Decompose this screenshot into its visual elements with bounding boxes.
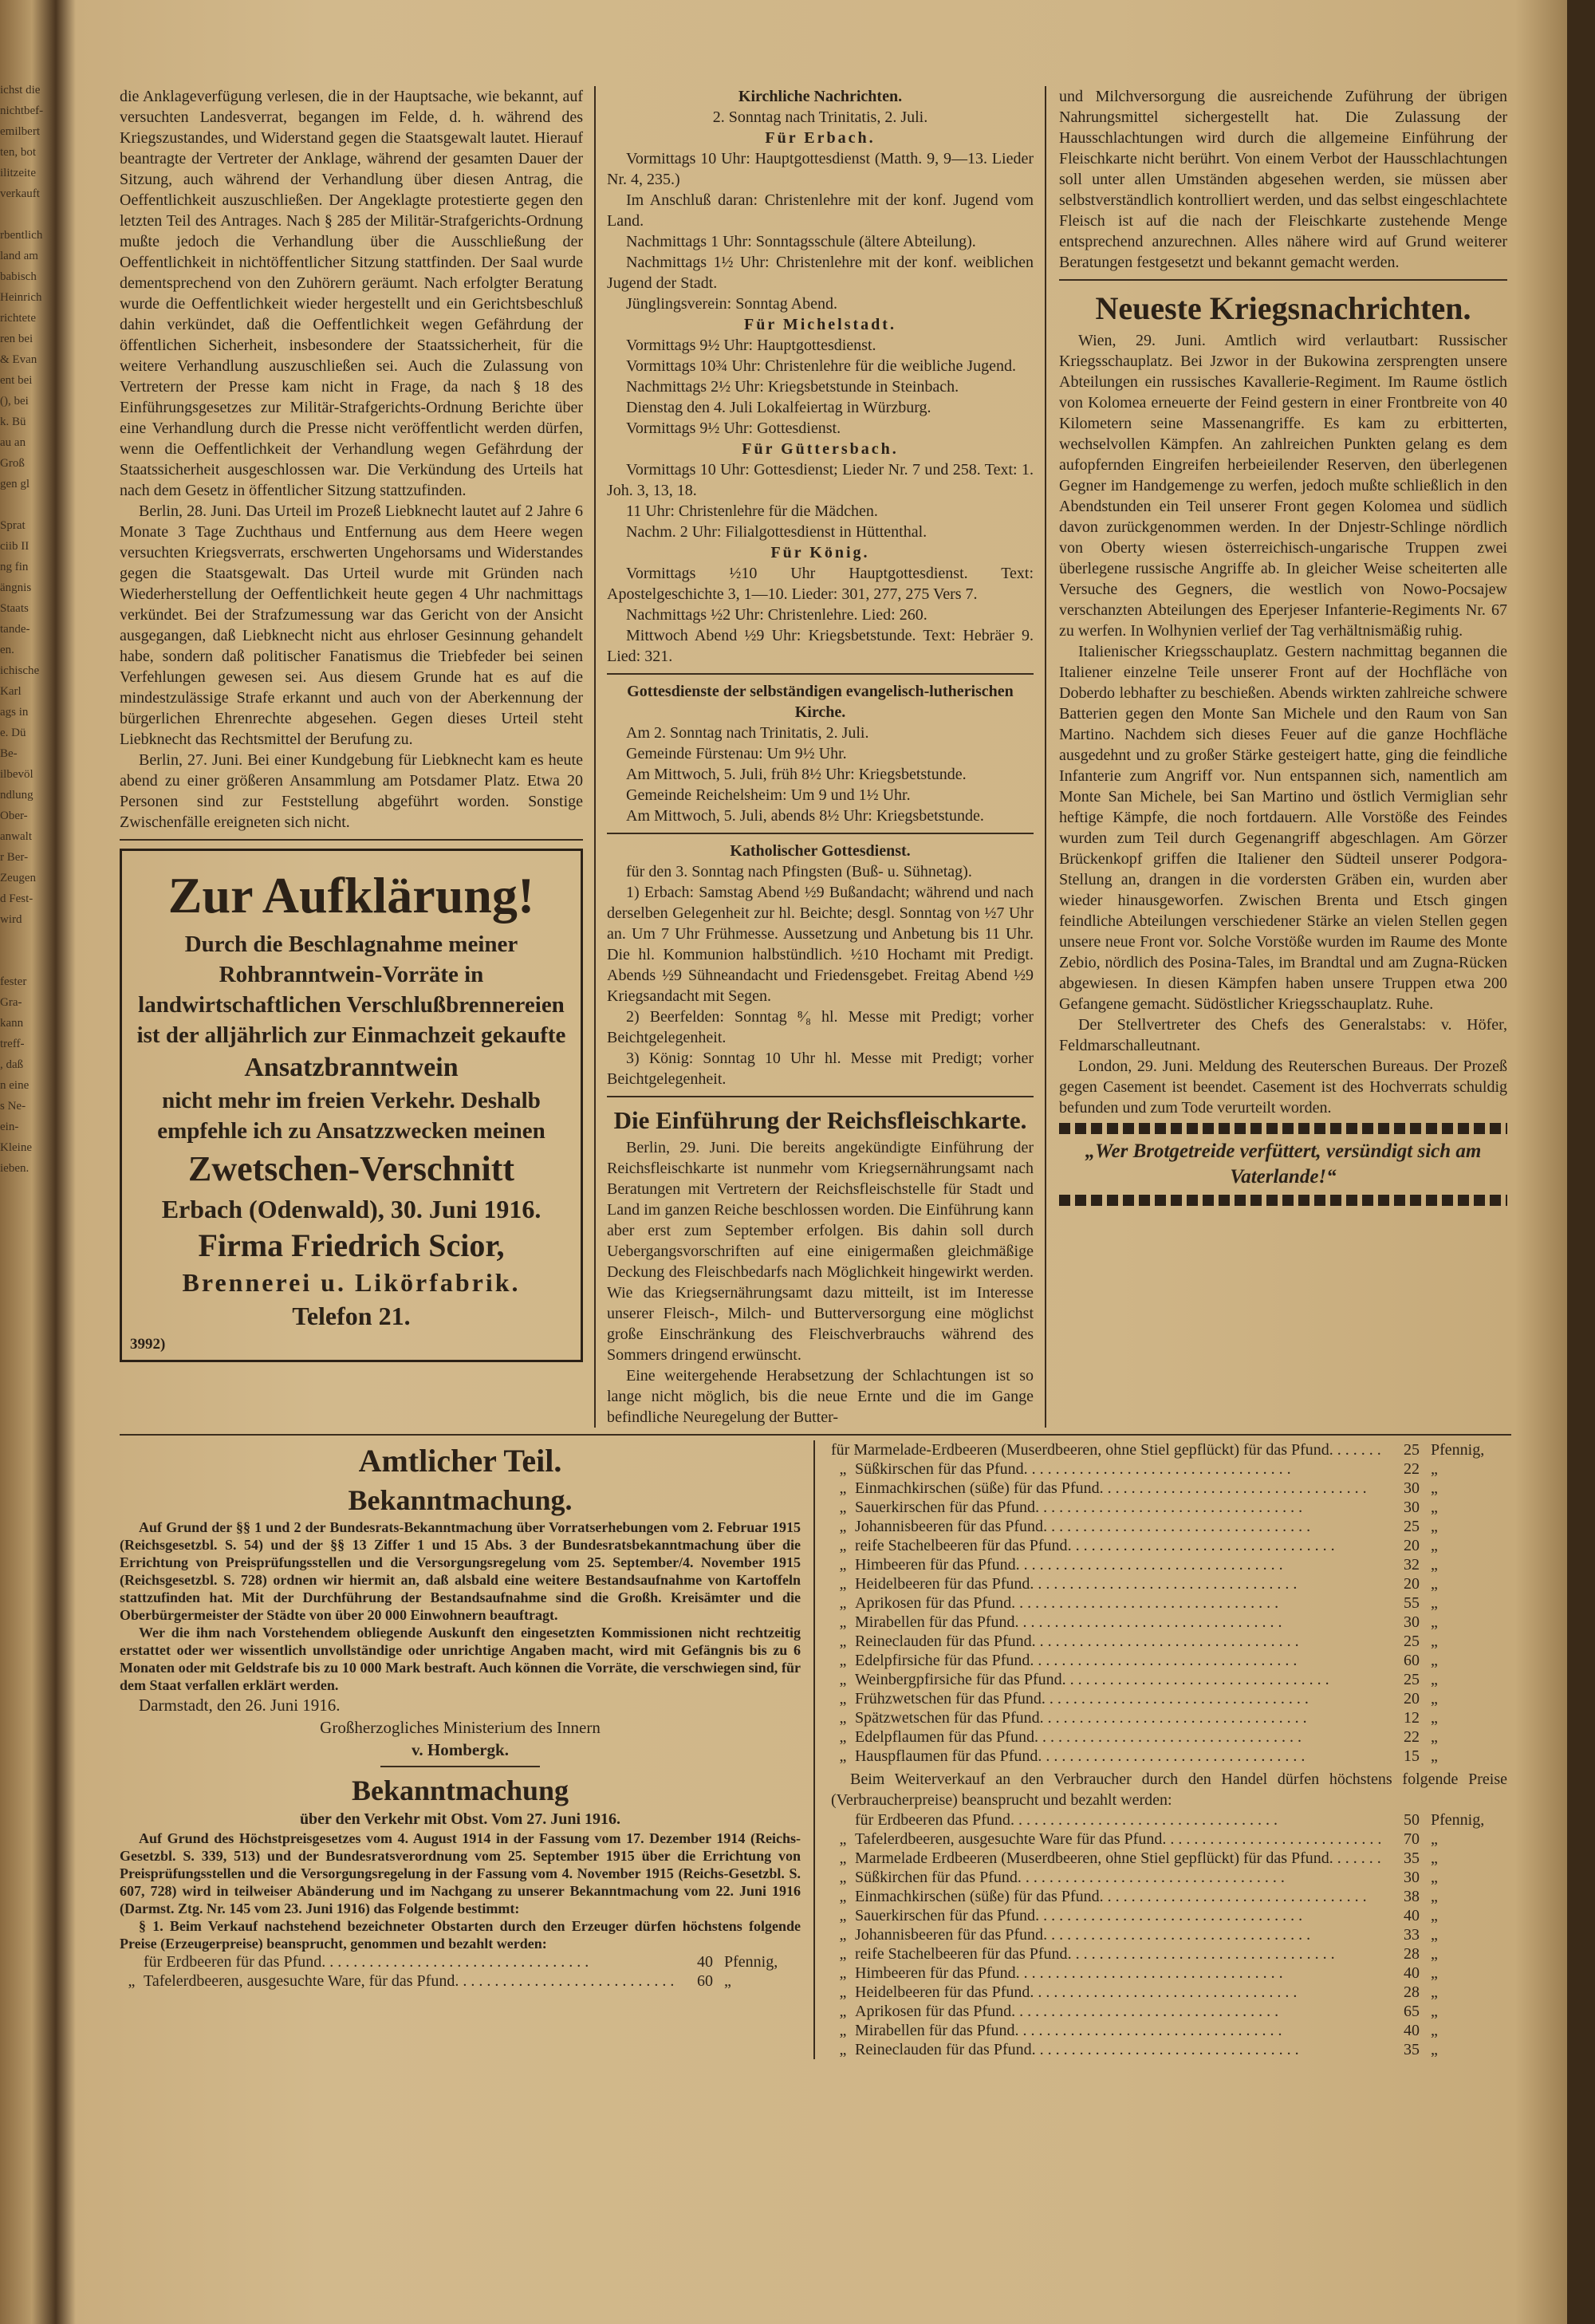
fragment-line: en. <box>0 644 14 656</box>
subhead: Für Erbach. <box>765 129 876 147</box>
paragraph: Nachmittags 1 Uhr: Sonntagsschule (ältere Abteilung). <box>626 233 976 250</box>
price-row: „ Hauspflaumen für das Pfund . . . 15 „ <box>831 1747 1507 1766</box>
fragment-line: fester <box>0 975 27 988</box>
ditto-mark: „ <box>839 1690 847 1708</box>
ditto-mark: „ <box>839 1830 847 1848</box>
paragraph: 1) Erbach: Samstag Abend ½9 Bußandacht; während und nach derselben Gelegenheit zur hl. Beichte; desgl. Sonntag von ½7 Uhr an. Um 7 Uhr Frühmesse. Aussetzung und Anbetung bis 11 Uhr. Die hl. Kommunion halbstündlich. ½10 Hochamt mit Predigt. Abends ½9 Sühneandacht und Friedensgebet. Freitag Abend ½9 Kriegsandacht mit Segen. <box>607 884 1034 1005</box>
paragraph: Der Stellvertreter des Chefs des Generalstabs: v. Höfer, Feldmarschalleutnant. <box>1059 1016 1507 1054</box>
price-row: „ Süßkirschen für das Pfund . . . 22 „ <box>831 1459 1507 1479</box>
ad-headline: Zur Aufklärung! <box>167 867 535 924</box>
price-row: „ Aprikosen für das Pfund . . . 65 „ <box>831 2002 1507 2021</box>
fragment-line: s Ne- <box>0 1100 26 1113</box>
ditto-mark: „ <box>839 1479 847 1497</box>
price-row: „ Heidelbeeren für das Pfund . . . 20 „ <box>831 1574 1507 1593</box>
fragment-line <box>0 951 56 971</box>
price-row: „ Marmelade Erdbeeren (Muserdbeeren, ohne Stiel gepflückt) für das Pfund . . . 35 „ <box>831 1849 1507 1868</box>
fragment-line: ichst die <box>0 84 41 97</box>
lower-section <box>120 1434 1511 2059</box>
ditto-mark: „ <box>839 1460 847 1478</box>
paragraph: London, 29. Juni. Meldung des Reuterschen Bureaus. Der Prozeß gegen Casement ist beendet. Casement ist des Hochverrats schuldig befunden und zum Tode verurteilt worden. <box>1059 1058 1507 1117</box>
ad-text: Durch die Beschlagnahme meiner Rohbranntwein-Vorräte in landwirtschaftlichen Verschlußbrennereien ist der alljährlich zur Einmachzeit gekaufte <box>136 932 566 1048</box>
fragment-line: Gra- <box>0 996 22 1009</box>
paragraph: Nachmittags 2½ Uhr: Kriegsbetstunde in Steinbach. <box>626 378 959 396</box>
notice-title: Bekanntmachung <box>351 1775 569 1806</box>
paragraph: Mittwoch Abend ½9 Uhr: Kriegsbetstunde. Text: Hebräer 9. Lied: 321. <box>607 627 1034 665</box>
fragment-line: ilbevöl <box>0 768 33 781</box>
previous-page-fragment <box>0 80 56 1179</box>
fragment-line: ng fin <box>0 561 29 573</box>
price-row: „ Spätzwetschen für das Pfund . . . 12 „ <box>831 1708 1507 1727</box>
price-row: „ Johannisbeeren für das Pfund . . . 25 „ <box>831 1517 1507 1536</box>
fragment-line: richtete <box>0 312 36 325</box>
subhead: Für König. <box>770 544 870 561</box>
fragment-line: au an <box>0 436 26 449</box>
paragraph: Auf Grund des Höchstpreisgesetzes vom 4. August 1914 in der Fassung vom 17. Dezember 1914 (Reichs-Gesetzbl. S. 339, 513) und der Bundesratsverordnung vom 25. September 1915 über die Errichtung von Preisprüfungsstellen und die Versorgungsregelung in der Fassung vom 4. November 1915 (Reichs-Gesetzbl. S. 607, 728) wird in teilweiser Abänderung und im Nachgang zu unserer Bekanntmachung vom 22. Juni 1916 (Darmst. Ztg. Nr. 145 vom 23. Juni 1916) das Folgende bestimmt: <box>120 1830 801 1916</box>
price-row: „ Süßkirchen für das Pfund . . . 30 „ <box>831 1868 1507 1887</box>
subtitle: 2. Sonntag nach Trinitatis, 2. Juli. <box>712 108 928 126</box>
paragraph: für den 3. Sonntag nach Pfingsten (Buß- u. Sühnetag). <box>626 863 972 880</box>
ad-ref: 3992) <box>130 1336 166 1353</box>
fragment-line: ein- <box>0 1121 19 1133</box>
ad-firm: Firma Friedrich Scior, <box>198 1227 505 1263</box>
price-row: „ Himbeeren für das Pfund . . . 32 „ <box>831 1555 1507 1574</box>
fragment-line: ags in <box>0 706 29 719</box>
ad-text: Ansatzbranntwein <box>244 1053 459 1082</box>
price-row: „ Einmachkirschen (süße) für das Pfund . . . 30 „ <box>831 1479 1507 1498</box>
paragraph: Nachmittags 1½ Uhr: Christenlehre mit der konf. weiblichen Jugend der Stadt. <box>607 254 1034 292</box>
fragment-line: ent bei <box>0 374 33 387</box>
price-row: für Erdbeeren für das Pfund . . . 40 Pfennig, <box>120 1952 801 1971</box>
price-row: „ Mirabellen für das Pfund . . . 30 „ <box>831 1613 1507 1632</box>
paragraph: 2) Beerfelden: Sonntag ⁸⁄₈ hl. Messe mit Predigt; vorher Beichtgelegenheit. <box>607 1008 1034 1046</box>
article-title: Die Einführung der Reichsfleischkarte. <box>613 1106 1027 1134</box>
price-row: „ Sauerkirschen für das Pfund . . . 40 „ <box>831 1906 1507 1925</box>
price-row: „ Sauerkirschen für das Pfund . . . 30 „ <box>831 1498 1507 1517</box>
ditto-mark: „ <box>839 1613 847 1631</box>
fragment-line: ren bei <box>0 333 33 345</box>
official-section <box>120 1440 813 1991</box>
fragment-line: tande- <box>0 623 30 636</box>
price-row: „ Reineclauden für das Pfund . . . 35 „ <box>831 2040 1507 2059</box>
paragraph: 11 Uhr: Christenlehre für die Mädchen. <box>626 502 878 520</box>
ditto-mark: „ <box>839 1907 847 1924</box>
price-row: „ Mirabellen für das Pfund . . . 40 „ <box>831 2021 1507 2040</box>
fragment-line: babisch <box>0 270 37 283</box>
price-row: „ Tafelerdbeeren, ausgesuchte Ware für das Pfund . . . 70 „ <box>831 1830 1507 1849</box>
paragraph: Nachmittags ½2 Uhr: Christenlehre. Lied: 260. <box>626 606 927 624</box>
paragraph: Vormittags ½10 Uhr Hauptgottesdienst. Text: Apostelgeschichte 3, 1—10. Lieder: 301, 277, 275 Vers 7. <box>607 565 1034 603</box>
fragment-line: Sprat <box>0 519 26 532</box>
fragment-line: r Ber- <box>0 851 29 864</box>
notice-title: Bekanntmachung. <box>348 1484 573 1516</box>
fragment-line: Ober- <box>0 809 28 822</box>
paragraph: Am Mittwoch, 5. Juli, früh 8½ Uhr: Kriegsbetstunde. <box>626 766 967 783</box>
fragment-line: anwalt <box>0 830 32 843</box>
fragment-line: ndlung <box>0 789 33 802</box>
article-title: Neueste Kriegsnachrichten. <box>1095 290 1471 326</box>
fragment-line: & Evan <box>0 353 37 366</box>
column-3 <box>1045 86 1507 1428</box>
fragment-line: kann <box>0 1017 24 1030</box>
subhead: Für Güttersbach. <box>742 440 899 458</box>
ditto-mark: „ <box>839 1849 847 1867</box>
price-row: „ reife Stachelbeeren für das Pfund . . . 20 „ <box>831 1536 1507 1555</box>
fragment-line <box>0 930 56 951</box>
ditto-mark: „ <box>839 1709 847 1727</box>
paragraph: Italienischer Kriegsschauplatz. Gestern nachmittag begannen die Italiener einzelne Teile unserer Front auf der Hochfläche von Doberdo lebhafter zu beschießen. Abends wirkten zahlreiche schwere Batterien gegen den Monte San Michele und den Raum von San Martino. Nachdem sich dieses Feuer auf die ganze Hochfläche ausgedehnt und zu großer Stärke gesteigert hatte, ging die feindliche Infanterie zum Angriff vor. Nun entspannen sich, namentlich am Monte San Michele, bei San Martino und östlich Vermiglian sehr heftige Kämpfe, die noch fortdauern. Alle Vorstöße des Feindes wurden zum Teil durch Gegenangriff abgeschlagen. Am Görzer Brückenkopf griffen die Italiener den Südteil unserer Podgora-Stellung an, drangen in die vordersten Gräben ein, wurden aber wieder hinausgeworfen. Zwischen Brenta und Etsch gingen feindliche Abteilungen verschiedener Stärke an vielen Stellen gegen unsere neue Front vor. Solche Vorstöße wurden im Raume des Monte Zebio, nördlich des Posina-Tales, im Brandtal und am Zugna-Rücken abgewiesen. In diesen Kämpfen haben unsere Truppen etwa 200 Gefangene gemacht. Südöstlicher Kriegsschauplatz. Ruhe. <box>1059 643 1507 1013</box>
paragraph: Vormittags 10¾ Uhr: Christenlehre für die weibliche Jugend. <box>626 357 1016 375</box>
paragraph: Nachm. 2 Uhr: Filialgottesdienst in Hüttenthal. <box>626 523 927 541</box>
fragment-line: ilitzeite <box>0 167 36 179</box>
fragment-line: Groß <box>0 457 25 470</box>
fragment-line: rbentlich <box>0 229 43 242</box>
ditto-mark: „ <box>839 2022 847 2039</box>
fragment-line: Heinrich <box>0 291 42 304</box>
paragraph: Dienstag den 4. Juli Lokalfeiertag in Würzburg. <box>626 399 931 416</box>
paragraph: Vormittags 9½ Uhr: Hauptgottesdienst. <box>626 337 876 354</box>
paragraph: Berlin, 28. Juni. Das Urteil im Prozeß Liebknecht lautet auf 2 Jahre 6 Monate 3 Tage Zuchthaus und Entfernung aus dem Heere wegen versuchten Kriegsverrats, erschwerten Ungehorsams und Widerstandes gegen die Staatsgewalt. Das Urteil wurde mit Gründen nach Wiederherstellung der Oeffentlichkeit heute gegen 4 Uhr nachmittags verkündet. Bei der Strafzumessung war das Gericht von der Ansicht ausgegangen, daß Liebknecht nicht aus ehrloser Gesinnung gehandelt habe, sondern daß politischer Fanatismus die Triebfeder bei seinen Verfehlungen gewesen sei. Aus diesem Grunde hat es auf die mindestzulässige Strafe erkannt und auch von der Aberkennung der bürgerlichen Ehrenrechte abgesehen. Gegen dieses Urteil steht Liebknecht das Rechtsmittel der Berufung zu. <box>120 502 583 748</box>
price-lists <box>813 1440 1507 2059</box>
fragment-line: treff- <box>0 1038 25 1050</box>
paragraph: Wien, 29. Juni. Amtlich wird verlautbart: Russischer Kriegsschauplatz. Bei Jzwor in der Bukowina zersprengten unsere Abteilungen ein russisches Kavallerie-Regiment. Im Raume östlich von Kolomea erneuerte der Feind gestern in einer Frontbreite von 40 Kilometern seine Massenangriffe. Es kam zu erbitterten, wechselvollen Kämpfen. An zahlreichen Punkten gelang es dem aufopfernden Eingreifen herbeieilender Reserven, den überlegenen Gegner im Handgemenge zu werfen, jedoch mußte schließlich in den Abendstunden ein Teil unserer Front gegen Kolomea und südlich davon zurückgenommen werden. In der Dnjestr-Schlinge nördlich von Oberty wiesen österreichisch-ungarische Truppen zwei überlegene russische Angriffe ab. In gleicher Weise scheiterten alle Versuche des Gegners, die westlich von Nowo-Pocsajew verschanzten Abteilungen des Eperjeser Infanterie-Regiments Nr. 67 zu werfen. In Wolhynien verlief der Tag verhältnismäßig ruhig. <box>1059 332 1507 640</box>
upper-section <box>120 86 1511 1428</box>
advertisement-box <box>120 849 583 1362</box>
paragraph: Am Mittwoch, 5. Juli, abends 8½ Uhr: Kriegsbetstunde. <box>626 807 984 825</box>
paragraph: und Milchversorgung die ausreichende Zuführung der übrigen Nahrungsmittel sichergestellt hat. Die Zulassung der Hausschlachtungen wird durch die allgemeine Einführung der Fleischkarte nicht berührt. Von einem Verbot der Hausschlachtungen soll unter allen Umständen abgesehen werden, sie müssen aber selbstverständlich kontrolliert werden, und das selbst eingeschlachtete Fleisch ist auf die nach der Fleischkarte zustehende Menge entsprechend anzurechnen. Alles nähere wird auf Grund weiterer Beratungen festgesetzt und bekannt gemacht werden. <box>1059 88 1507 271</box>
section-title: Gottesdienste der selbständigen evangelisch-lutherischen Kirche. <box>627 683 1014 721</box>
price-row: für Erdbeeren das Pfund . . . 50 Pfennig, <box>831 1810 1507 1830</box>
fragment-line: Be- <box>0 747 18 760</box>
fragment-line <box>0 204 56 225</box>
price-row: „ Weinbergpfirsiche für das Pfund . . . 25 „ <box>831 1670 1507 1689</box>
fragment-line: n eine <box>0 1079 30 1092</box>
fragment-line: nichtbef- <box>0 104 44 117</box>
column-1 <box>120 86 594 1362</box>
price-row: „ Reineclauden für das Pfund . . . 25 „ <box>831 1632 1507 1651</box>
date: Darmstadt, den 26. Juni 1916. <box>139 1696 341 1715</box>
ditto-mark: „ <box>839 2041 847 2058</box>
paragraph: Vormittags 10 Uhr: Gottesdienst; Lieder Nr. 7 und 258. Text: 1. Joh. 3, 13, 18. <box>607 461 1034 499</box>
ad-product: Zwetschen-Verschnitt <box>188 1149 514 1188</box>
paragraph: Gemeinde Fürstenau: Um 9½ Uhr. <box>626 745 847 762</box>
paragraph: Gemeinde Reichelsheim: Um 9 und 1½ Uhr. <box>626 786 911 804</box>
ditto-mark: „ <box>839 1499 847 1516</box>
ditto-mark: „ <box>839 2003 847 2020</box>
paragraph: Im Anschluß daran: Christenlehre mit der konf. Jugend vom Land. <box>607 191 1034 230</box>
fragment-line: verkauft <box>0 187 40 200</box>
ditto-mark: „ <box>839 1575 847 1593</box>
price-row: „ reife Stachelbeeren für das Pfund . . . 28 „ <box>831 1944 1507 1964</box>
paragraph: Beim Weiterverkauf an den Verbraucher durch den Handel dürfen höchstens folgende Preise (Verbraucherpreise) beansprucht und bezahlt werden: <box>831 1771 1507 1809</box>
fragment-line: ängnis <box>0 581 32 594</box>
paragraph: Jünglingsverein: Sonntag Abend. <box>626 295 837 313</box>
notice-subtitle: über den Verkehr mit Obst. Vom 27. Juni 1916. <box>299 1810 621 1828</box>
ditto-mark: „ <box>839 1964 847 1982</box>
ditto-mark: „ <box>839 1652 847 1669</box>
paragraph: § 1. Beim Verkauf nachstehend bezeichneter Obstarten durch den Erzeuger dürfen höchstens folgende Preise (Erzeugerpreise) beansprucht, genommen und bezahlt werden: <box>120 1918 801 1952</box>
paragraph: Am 2. Sonntag nach Trinitatis, 2. Juli. <box>626 724 869 742</box>
fragment-line: Staats <box>0 602 29 615</box>
ditto-mark: „ <box>839 1926 847 1944</box>
price-row: „ Edelpfirsiche für das Pfund . . . 60 „ <box>831 1651 1507 1670</box>
fragment-line: e. Dü <box>0 727 26 739</box>
price-row: „ Himbeeren für das Pfund . . . 40 „ <box>831 1964 1507 1983</box>
paragraph: Wer die ihm nach Vorstehendem obliegende Auskunft den eingesetzten Kommissionen nicht rechtzeitig erstattet oder wer wissentlich unvollständige oder unrichtige Angaben macht, wird mit Gefängnis bis zu 6 Monaten oder mit Geldstrafe bis zu 10 000 Mark bestraft. Auch können die Vorräte, die verschwiegen sind, für dem Staat verfallen erklärt werden. <box>120 1625 801 1693</box>
ditto-mark: „ <box>839 1983 847 2001</box>
price-row: „ Frühzwetschen für das Pfund . . . 20 „ <box>831 1689 1507 1708</box>
fragment-line: ciib II <box>0 540 30 553</box>
ditto-mark: „ <box>839 1671 847 1688</box>
ditto-mark: „ <box>839 1945 847 1963</box>
price-row: „ Johannisbeeren für das Pfund . . . 33 „ <box>831 1925 1507 1944</box>
fragment-line: land am <box>0 250 38 262</box>
fragment-line: ten, bot <box>0 146 36 159</box>
ad-phone: Telefon 21. <box>292 1302 411 1330</box>
fragment-line: k. Bü <box>0 416 26 428</box>
ministry: Großherzogliches Ministerium des Innern <box>320 1718 601 1737</box>
paragraph: Eine weitergehende Herabsetzung der Schlachtungen ist so lange nicht möglich, bis die neue Ernte und die im Gange befindliche Neuregelung der Butter- <box>607 1367 1034 1426</box>
ditto-mark: „ <box>839 1869 847 1886</box>
paragraph: 3) König: Sonntag 10 Uhr hl. Messe mit Predigt; vorher Beichtgelegenheit. <box>607 1050 1034 1088</box>
price-row: „ Heidelbeeren für das Pfund . . . 28 „ <box>831 1983 1507 2002</box>
paragraph: Auf Grund der §§ 1 und 2 der Bundesrats-Bekanntmachung über Vorratserhebungen vom 2. Februar 1915 (Reichsgesetzbl. S. 54) und der §§ 13 Ziffer 1 und 15 Abs. 3 der Bundesratsbekanntmachung über die Errichtung von Preisprüfungsstellen und die Versorgungsregelung vom 25. September/4. November 1915 (Reichsgesetzbl. S. 728) ordnen wir hiermit an, daß alsbald eine weitere Bestandsaufnahme von Kartoffeln stattzufinden hat. Mit der Durchführung der Bestandsaufnahme sind die Großh. Kreisämter und die Oberbürgermeister der Städte von über 20 000 Einwohnern beauftragt. <box>120 1519 801 1623</box>
slogan: „Wer Brotgetreide verfüttert, versündigt sich am Vaterlande!“ <box>1085 1140 1482 1188</box>
paragraph: Vormittags 10 Uhr: Hauptgottesdienst (Matth. 9, 9—13. Lieder Nr. 4, 235.) <box>607 150 1034 188</box>
ditto-mark: „ <box>839 1518 847 1535</box>
paragraph: Vormittags 9½ Uhr: Gottesdienst. <box>626 420 841 437</box>
fragment-line: (), bei <box>0 395 29 408</box>
ditto-mark: „ <box>839 1728 847 1746</box>
ditto-mark: „ <box>839 1747 847 1765</box>
fragment-line: Kleine <box>0 1141 32 1154</box>
signature: v. Hombergk. <box>412 1740 509 1759</box>
fragment-line: emilbert <box>0 125 40 138</box>
price-row: „ Tafelerdbeeren, ausgesuchte Ware, für das Pfund . . . 60 „ <box>120 1971 801 1991</box>
price-row: „ Einmachkirschen (süße) für das Pfund . . . 38 „ <box>831 1887 1507 1906</box>
price-row: für Marmelade-Erdbeeren (Muserdbeeren, ohne Stiel gepflückt) für das Pfund . . . 25 Pfennig, <box>831 1440 1507 1459</box>
subhead: Für Michelstadt. <box>744 316 896 333</box>
fragment-line: wird <box>0 913 22 926</box>
fragment-line: d Fest- <box>0 892 33 905</box>
price-row: „ Aprikosen für das Pfund . . . 55 „ <box>831 1593 1507 1613</box>
ditto-mark: „ <box>839 1633 847 1650</box>
fragment-line <box>0 494 56 515</box>
fragment-line: ieben. <box>0 1162 30 1175</box>
paragraph: Berlin, 27. Juni. Bei einer Kundgebung für Liebknecht kam es heute abend zu einer größeren Ansammlung am Potsdamer Platz. Etwa 20 Personen sind zur Feststellung abgeführt worden. Sonstige Zwischenfälle ereigneten sich nicht. <box>120 751 583 831</box>
ditto-mark: „ <box>839 1537 847 1554</box>
ad-text: Erbach (Odenwald), 30. Juni 1916. <box>161 1195 542 1223</box>
fragment-line: Zeugen <box>0 872 36 884</box>
paragraph: Berlin, 29. Juni. Die bereits angekündigte Einführung der Reichsfleischkarte ist nunmehr vom Kriegsernährungsamt nach Beratungen mit Vertretern der Reichsfleischstelle für Stadt und Land im ganzen Reiche beschlossen worden. Die Einführung kann aber erst zum September erfolgen. Bis dahin soll durch Uebergangsvorschriften auf eine einigermaßen gleichmäßige Deckung des Fleischbedarfs nach Möglichkeit hingewirkt werden. Wie das Kriegsernährungsamt dazu mitteilt, ist im Interesse unserer Fleisch-, Milch- und Butterversorgung eine möglichst große Einschränkung des Fleischverbrauchs während des Sommers dringend erwünscht. <box>607 1139 1034 1364</box>
price-row: „ Edelpflaumen für das Pfund . . . 22 „ <box>831 1727 1507 1747</box>
ditto-mark: „ <box>839 1594 847 1612</box>
column-2 <box>594 86 1045 1428</box>
section-title: Amtlicher Teil. <box>358 1443 562 1479</box>
paragraph: die Anklageverfügung verlesen, die in der Hauptsache, wie bekannt, auf versuchten Landesverrat, begangen im Felde, d. h. während des Kriegszustandes, und Widerstand gegen die Staatsgewalt lautet. Hierauf beantragte der Vertreter der Anklage, während der gesamten Dauer der Sitzung, auch während der Verhandlung über diesen Antrag, die Oeffentlichkeit auszuschließen. Der Angeklagte protestierte gegen den letzten Teil des Antrages. Nach § 285 der Militär-Strafgerichts-Ordnung mußte jedoch die Verhandlung über die Ausschließung der Oeffentlichkeit in nichtöffentlicher Sitzung stattfinden. Der Saal wurde dementsprechend von den Zuhörern geräumt. Nach erfolgter Beratung wurde die Oeffentlichkeit wieder hergestellt und ein Gerichtsbeschluß dahin verkündet, daß die Oeffentlichkeit wegen Gefährdung der öffentlichen Sicherheit, insbesondere der Staatssicherheit, für die weitere Verhandlung auszuschließen sei. Auch die Zulassung von Vertretern der Presse kam nicht in Frage, da nach § 18 des Einführungsgesetzes zur Militär-Strafgerichts-Ordnung Berichte über eine Verhandlung durch die Presse nicht veröffentlicht werden dürfen, wenn die Oeffentlichkeit der Verhandlung wegen Gefährdung der Staatssicherheit ausgeschlossen war. Die Verkündung des Urteils hat nach dem Gesetz in öffentlicher Sitzung stattzufinden. <box>120 88 583 499</box>
fragment-line: ichische <box>0 664 40 677</box>
ad-text: nicht mehr im freien Verkehr. Deshalb empfehle ich zu Ansatzzwecken meinen <box>157 1088 545 1144</box>
fragment-line: , daß <box>0 1058 24 1071</box>
ad-text: Brennerei u. Likörfabrik. <box>182 1268 521 1297</box>
fragment-line: Karl <box>0 685 22 698</box>
ditto-mark: „ <box>839 1556 847 1574</box>
section-title: Kirchliche Nachrichten. <box>738 88 903 105</box>
ditto-mark: „ <box>839 1888 847 1905</box>
section-title: Katholischer Gottesdienst. <box>730 842 911 860</box>
fragment-line: gen gl <box>0 478 30 490</box>
